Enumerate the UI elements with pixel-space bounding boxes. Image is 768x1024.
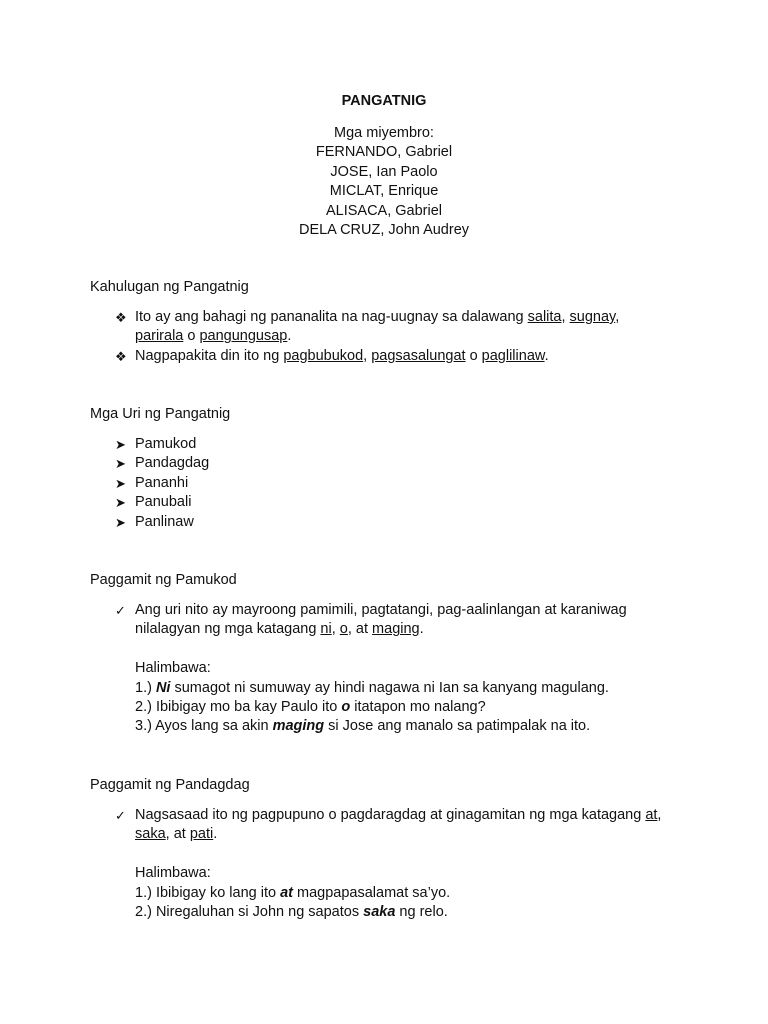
item-text: Nagpapakita din ito ng (135, 347, 284, 364)
diamond-bullet-icon: ❖ (115, 348, 127, 364)
keyword: at (645, 807, 658, 823)
member-name: ALISACA, Gabriel (325, 202, 443, 219)
member-name: JOSE, Ian Paolo (330, 163, 438, 180)
keyword: saka (135, 826, 166, 843)
keyword: pati (189, 826, 214, 843)
list-item (115, 493, 675, 512)
members-label: Mga miyembro: (334, 125, 434, 141)
checkmark-bullet-icon: ✓ (115, 603, 126, 618)
item-text: Panlinaw (135, 513, 194, 530)
arrowhead-bullet-icon: ➤ (115, 514, 126, 530)
item-text: . (419, 621, 424, 638)
keyword: pagbubukod (283, 347, 364, 364)
keyword: maging (372, 621, 420, 638)
members-list (0, 124, 768, 240)
member-name: DELA CRUZ, John Audrey (298, 222, 470, 239)
item-text: , at (347, 621, 373, 638)
example-line: 2.) Niregaluhan si John ng sapatos saka ng relo. (135, 904, 448, 921)
item-text: , (561, 309, 570, 325)
arrowhead-bullet-icon: ➤ (115, 495, 126, 511)
member-name: FERNANDO, Gabriel (315, 144, 453, 161)
item-text: Panubali (135, 494, 192, 511)
example-line: 1.) Ibibigay ko lang ito at magpapasalamat sa’yo. (135, 884, 451, 901)
examples (115, 659, 675, 737)
keyword: pagsasalungat (371, 347, 466, 364)
item-text: Ito ay ang bahagi ng pananalita na nag-uugnay sa dalawang (135, 309, 528, 325)
pandagdag-heading: Paggamit ng Pandagdag (90, 777, 250, 793)
example-line: 3.) Ayos lang sa akin maging si Jose ang manalo sa patimpalak na ito. (135, 718, 591, 735)
examples (115, 864, 675, 922)
item-text: o (465, 347, 482, 364)
item-text: . (544, 347, 549, 364)
item-text: Pananhi (135, 474, 189, 491)
pamukod-heading: Paggamit ng Pamukod (90, 572, 237, 588)
example-line: 2.) Ibibigay mo ba kay Paulo ito o itatapon mo nalang? (135, 699, 486, 716)
example-line: 1.) Ni sumagot ni sumuway ay hindi nagawa ni Ian sa kanyang magulang. (135, 679, 609, 696)
item-text: , (657, 807, 662, 823)
item-text: , (615, 309, 620, 325)
keyword: saka (363, 904, 396, 921)
keyword: parirala (135, 328, 184, 345)
kahulugan-heading: Kahulugan ng Pangatnig (90, 279, 249, 295)
list-item (115, 601, 675, 640)
keyword: ni (320, 621, 332, 638)
examples-label: Halimbawa: (135, 660, 211, 677)
item-text: . (213, 826, 218, 843)
item-text: , at (165, 826, 190, 843)
document-title: PANGATNIG (341, 93, 427, 109)
pamukod-section (115, 601, 675, 737)
pandagdag-section (115, 806, 675, 922)
list-item (115, 347, 675, 366)
item-text: Ang uri nito ay mayroong pamimili, pagtatangi, pag-aalinlangan at karaniwag nilalagyan ng mga katagang (135, 602, 627, 638)
arrowhead-bullet-icon: ➤ (115, 456, 126, 472)
keyword: salita (527, 309, 562, 325)
item-text: Pandagdag (135, 455, 210, 472)
checkmark-bullet-icon: ✓ (115, 808, 126, 823)
list-item (115, 474, 675, 493)
kahulugan-list (115, 308, 675, 366)
arrowhead-bullet-icon: ➤ (115, 475, 126, 491)
keyword: maging (272, 718, 325, 735)
list-item (115, 454, 675, 473)
keyword: Ni (155, 679, 171, 696)
keyword: paglilinaw (481, 347, 545, 364)
diamond-bullet-icon: ❖ (115, 310, 127, 325)
keyword: at (280, 884, 293, 901)
list-item (115, 308, 675, 347)
item-text: , (363, 347, 372, 364)
item-text: Nagsasaad ito ng pagpupuno o pagdaragdag at ginagamitan ng mga katagang (135, 807, 646, 823)
uri-heading: Mga Uri ng Pangatnig (90, 406, 231, 422)
keyword: pangungusap (199, 328, 288, 345)
keyword: o (341, 699, 351, 716)
list-item (115, 806, 675, 845)
list-item (115, 513, 675, 532)
item-text: o (183, 328, 200, 345)
item-text: Pamukod (135, 436, 197, 452)
item-text: , (331, 621, 340, 638)
keyword: sugnay (569, 309, 616, 325)
arrowhead-bullet-icon: ➤ (115, 437, 126, 452)
keyword: o (339, 621, 348, 638)
list-item (115, 435, 675, 454)
uri-list (115, 435, 675, 532)
item-text: . (287, 328, 292, 345)
examples-label: Halimbawa: (135, 865, 211, 882)
member-name: MICLAT, Enrique (329, 183, 439, 200)
